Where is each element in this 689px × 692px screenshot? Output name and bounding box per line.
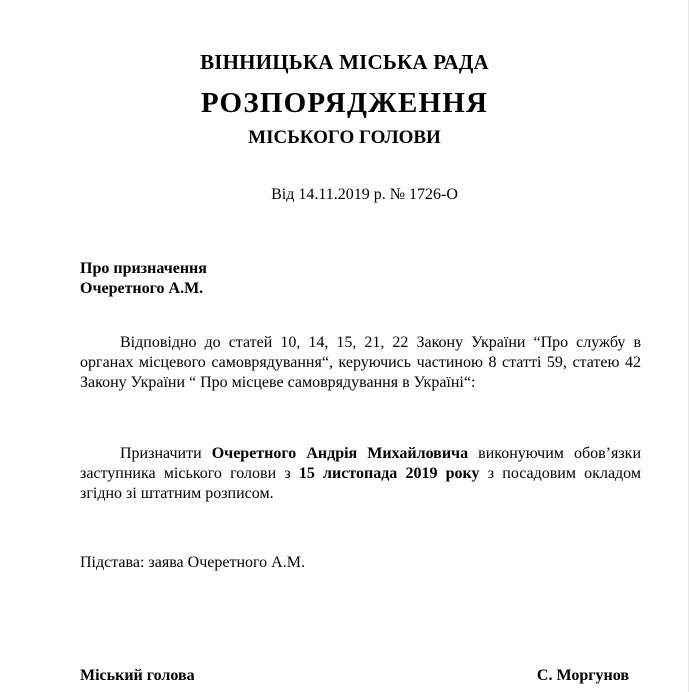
paragraph-line: [80, 444, 641, 464]
text-run: виконуючим обов’язки: [468, 445, 642, 462]
subject-line: Про призначення: [80, 260, 207, 277]
document-subtitle: МІСЬКОГО ГОЛОВИ: [248, 127, 441, 148]
subject-block: [80, 259, 207, 299]
document-type: РОЗПОРЯДЖЕННЯ: [200, 87, 489, 119]
paragraph-line: Закону України “ Про місцеве самоврядування в Україні“:: [80, 374, 476, 391]
subject-line: Очеретного А.М.: [80, 280, 204, 297]
order-paragraph: [80, 444, 641, 504]
paragraph-line: органах місцевого самоврядування“, керуючись частиною 8 статті 59, статею 42: [80, 354, 641, 371]
signatory-name: С. Моргунов: [536, 667, 629, 684]
text-run: з посадовим окладом: [479, 465, 642, 482]
preamble-paragraph: [80, 333, 641, 393]
text-run: Призначити: [120, 445, 212, 462]
effective-date: 15 листопада 2019 року: [298, 465, 480, 482]
basis-line: Підстава: заява Очеретного А.М.: [80, 554, 305, 571]
appointee-name: Очеретного Андрія Михайловича: [211, 445, 469, 462]
paragraph-line: Відповідно до статей 10, 14, 15, 21, 22 Закону України “Про службу в: [120, 334, 641, 351]
paragraph-line: згідно зі штатним розписом.: [80, 485, 274, 502]
date-number-line: Від 14.11.2019 р. № 1726-О: [271, 186, 458, 203]
council-name: ВІННИЦЬКА МІСЬКА РАДА: [200, 50, 489, 74]
text-run: заступника міського голови з: [80, 465, 299, 482]
signatory-title: Міський голова: [80, 667, 195, 684]
paragraph-line: [80, 464, 641, 484]
